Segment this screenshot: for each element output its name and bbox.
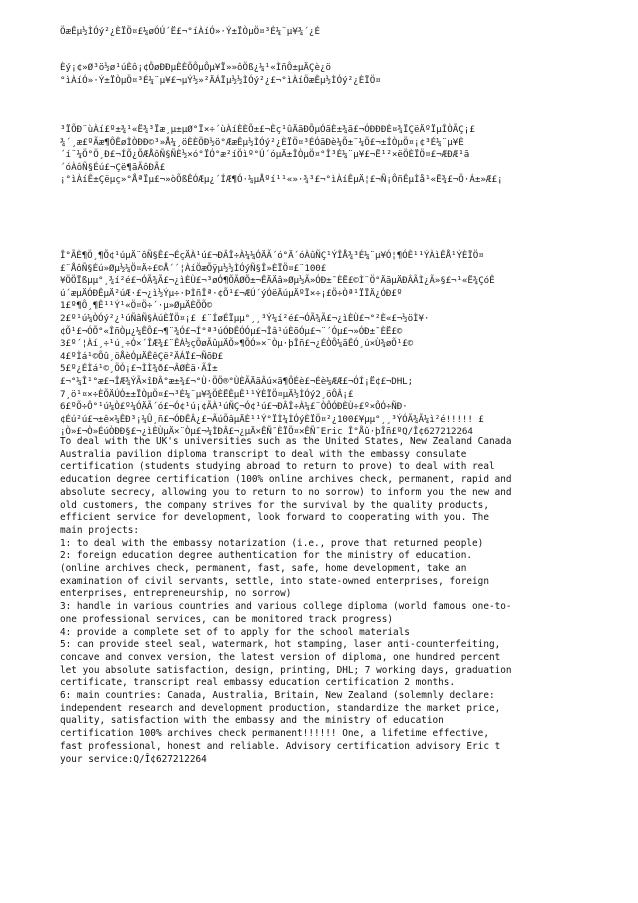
garbled-text-block: Î°ÃÈ¶Ö¸¶Õ¢¹úµÄ¨ôÑ§Ê£¬ÉçÄÀ¹ú£¬ÐÂÎ÷À¼¼ÓÄÃ´ó°Ä´óÀûÑÇ¹ÝÎÅ¾³É¼¨µ¥Ó¦¶ÓÊ¹¹ÝÀìÊÅ¹ÝÈÏÖ¤ £¨ÅôÑ§Éú»Øµ½¼Ö¤Ä÷£©Å´´¦ÀíÖæÕÿµ½½ÌÓýÑ§Î»ÈÏÖ¤£¨100£ ¥ÖÖÏßµµ°¸¾í²é£¬ÓÃ¾Ã£¬¿ìÈÙ£¬³øÓ¶ÕÃØÕ±¬ÊÄÄâ»Øµ½Ã»ÓÐ±¯ÈË£©Ì¨Ö°ÄãµÄÐÂÃÌ¿Ã»§£¬¹«Ë¾ÇóÊ ú´æµÄÓÐÊµÄ²úÆ·£¬¿ì½Ýµ÷·ÞÌñÎª·¢Õ¹£¬ÆÚ´ýÓëÄúµÄºÏ×÷¡£Ö÷Òª¹ÏÏÄ¿ÓÐ£º 1£º¶Ô¸¶Ê¹¹Ý¹«Ö¤Ö÷´·µ»ØµÄÈÕÕ© 2£º¹ú¼ÒÓý²¿¹úÑâÑ§ÀúÈÏÖ¤¡£ £¨ÍøÉÏµµ°¸¸³Ý¼í²é£¬ÓÃ¾Ã£¬¿ìÈÙ£¬°²È«£¬½öÌ¥· ¢Õ¹£¬ÓÕ°«ÎñÒµ¿¼ÊÔ£¬¶¨¾Ó£¬Í°ª³úÓÐÊÓÓµ£¬Îâ¹úÈõÓµ£¬¨´Óµ£¬»ÓÐ±¯ÈË£© 3£º´¦Àí¸÷¹ú¸÷Ó×´ÎÆ¾£¨ÊÀ½çÕøÃûµÄÕ»¶ÕÓ»×¨Òµ·þÎñ£¬¿ÉÒÔ¼ãÊÓ¸ú×Ù¾øÕ¹£© 4£ºÌá¹©Õû¸öÅèÓµÄÊêÇë²ÄÁÏ£¬ÑõÐ£ 5£º¿ÉÌá¹©¸ÖÓ¡£¬ÌÌ¾ð£¬ÂØÈä·ÃÎ± £¬°¼Î¹°æ£¬ÎÆ¾ÝÃ×îÐÂ°æ±¾£¬°Ù·ÖÖ®°ÙÈÃÄãÂú×ã¶ÔÉè£¬Éè¼ÆÆ£¬ÓÍ¡Ë¢£¬DHL; 7¸ö¹¤×÷ÈÕÄÚÓ±±ÏÒµÖ¤£¬³É¼¨µ¥¾ÖÈËÊµÊ¹¹ÝÈÏÖ¤µÄ½ÌÓý2¸öÔÂ¡£ 6£ºÕ÷Ô°¹ú¼Ò£º¼ÓÄÃ´ó£¬Ó¢¹ú¡¢ÃÀ¹úÑÇ¬Ó¢¹ú£¬ÐÂÎ÷À¼£¨ÒÔÓÐÈÙ÷£º×ÔÓ÷ÑÐ· ¢Éú²ú£¬±ê×¼ÊÐ³¡¼Û¸ñ£¬ÓÐÊÂ¿£¬ÃúÕâµÄÈ¹¹Ý°ÏÌ¼ÌÓýÈÏÖ¤²¿100£¥µµ°¸¸³ÝÓÃ¾Ã¼ì²é!!!!! £ ¡Ò»£¬Ò»ÉúÒÐÐ§£¬¿ìÈÙµÄ×¨Òµ£¬¼ÌÐÂ£¬¿µÄ×ÊÑ¯ÈÏÖ¤×ÊÑ¯Eric Î°Åû·þÎñ£ºQ/Î¢627212264 — [60, 250, 495, 438]
english-body-text: To deal with the UK's universities such as the United States, New Zealand Canada Australia pavilion diploma transcript to deal with the embassy consulate certification (students studying abroad to return to prove) to deal with real education degree certification (100% online archives check, permanent, rapid and absolute secrecy, allowing you to return to no sorrow) to inform you the new and old customers, the company strives for the survival by the quality products, efficient service for development, look forward to cooperating with you. The main projects: 1: to deal with the embassy notarization (i.e., prove that returned people) 2: foreign education degree authentication for the ministry of education. (online archives check, permanent, fast, safe, home development, take an examination of civil servants, settle, into state-owned enterprises, foreign enterprises, entrepreneurship, no sorrow) 3: handle in various countries and various college diploma (world famous one-to- one professional services, can be monitored track progress) 4: provide a complete set of to apply for the school materials 5: can provide steel seal, watermark, hot stamping, laser anti-counterfeiting, concave and convex version, the latest version of diploma, one hundred percent let you absolute satisfaction, design, printing, DHL; 7 working days, graduation certificate, transcript real embassy education certification 2 months. 6: main countries: Canada, Australia, Britain, New Zealand (solemnly declare: independent research and development production, standardize the market price, quality, satisfaction with the embassy and the ministry of education certification 100% archives check permanent!!!!!! One, a lifetime effective, fast professional, honest and reliable. Advisory certification advisory Eric t your service:Q/Î¢627212264 — [60, 436, 512, 765]
garbled-text-block: ÖæÊµ½ÌÓý²¿ÈÏÖ¤£¼øÓÚ´Ë£¬°íÀíÓ»·Ý±ÏÒµÖ¤³É¼¨µ¥¾´¿É — [60, 26, 320, 37]
garbled-text-block: ³ÏÕÐ¨ùÀí£º±¾¹«Ë¾³Ïæ¸µ±µØ°Ï×÷´ùÀíÈÈÕ±£¬Èç¹ûÄãÐÕµÓãÈ±¾ã£¬ÓÐÐÐÈ¤¾ÏÇëÄºÏµÎÒÃÇ¡£ ¾´¸æ£ºÃæ¶ÔÊøÌÒÐÐ©³»Å¼¸öÈÈÖÐ½ö°ÆæÊµ½ÌÓý²¿ÈÏÖ¤³ÉÓãÐè¼Õ±¨¼Ö£¬±ÍÒµÖ¤¡¢³É¼¨µ¥È ´í¨¼Ö°Ö¸Ð£¬ÍÕ¿ÕÆÅôÑ§ÑÈ½×ó°ÏÓ°æ²íÖìº°Ú´óµÄ±ÎÒµÖ¤°Î³É¼¨µ¥£¬Ë¹²×ëÖÈÏÖ¤£¬ÆÐÆ¹ã ´óÀôÑ§Éú£¬Çë¶ãÃôÐÃ£ ¡°ìÀíÊ±Çëµç»°ÅªÏµ£¬»òÕßÊÓÆµ¿´ÍÆ¶Ó·¼µÅºí¹¹«»·¾³£¬°ìÀíÊµÄ¦£¬Ñ¡ÔñÊµÌå¹«Ë¾£¬Ö·Á±»Æ£¡ — [60, 124, 503, 186]
garbled-text-block: Èý¡¢»Ø³ö½ø¹úÈô¡¢ÔøÐÐµÈÈÕÔµÔµ¥Ï»»ôÖß¿¼¹«ÌñÔ±µÄÇè¿ö °ìÀíÓ»·Ý±ÏÒµÖ¤³É¼¨µ¥£¬µÝ½»²ÄÁÏµ½½ÌÓý²¿£¬°ìÀíÖæÊµ½ÌÓý²¿ÈÏÖ¤ — [60, 62, 381, 86]
